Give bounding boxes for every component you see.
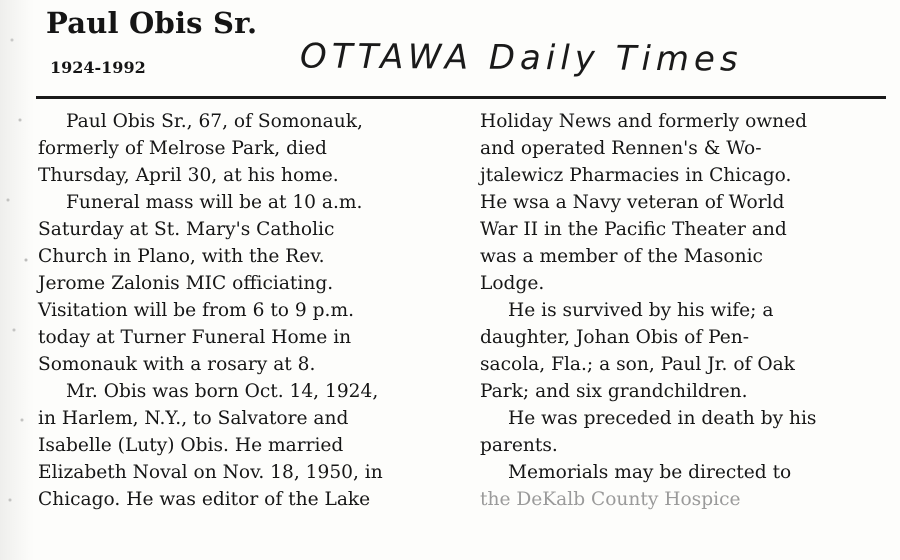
text-line: was a member of the Masonic	[480, 246, 763, 267]
text-line: in Harlem, N.Y., to Salvatore and	[38, 408, 349, 429]
text-line: Elizabeth Noval on Nov. 18, 1950, in	[38, 462, 383, 483]
scan-edge-noise	[0, 0, 34, 560]
text-line: parents.	[480, 435, 558, 456]
text-line: Thursday, April 30, at his home.	[38, 165, 339, 186]
header-rule	[36, 96, 886, 99]
obituary-headline: Paul Obis Sr.	[46, 6, 258, 40]
text-line: He was preceded in death by his	[508, 408, 817, 429]
text-line: Saturday at St. Mary's Catholic	[38, 219, 335, 240]
text-line: He wsa a Navy veteran of World	[480, 192, 785, 213]
text-line: daughter, Johan Obis of Pen-	[480, 327, 750, 348]
text-line: War II in the Pacific Theater and	[480, 219, 787, 240]
text-line: Park; and six grandchildren.	[480, 381, 748, 402]
handwritten-source-note: OTTAWA Daily Times	[299, 36, 743, 80]
text-line: Visitation will be from 6 to 9 p.m.	[38, 300, 354, 321]
text-line: jtalewicz Pharmacies in Chicago.	[480, 165, 792, 186]
text-line: Memorials may be directed to	[508, 462, 792, 483]
text-line: formerly of Melrose Park, died	[38, 138, 327, 159]
text-line: Isabelle (Luty) Obis. He married	[38, 435, 344, 456]
text-line: Somonauk with a rosary at 8.	[38, 354, 316, 375]
text-line: Mr. Obis was born Oct. 14, 1924,	[66, 381, 379, 402]
text-line: Holiday News and formerly owned	[480, 111, 808, 132]
text-line: Funeral mass will be at 10 a.m.	[66, 192, 363, 213]
right-column	[480, 108, 884, 513]
text-line: and operated Rennen's & Wo-	[480, 138, 762, 159]
text-line: He is survived by his wife; a	[508, 300, 774, 321]
text-line: sacola, Fla.; a son, Paul Jr. of Oak	[480, 354, 795, 375]
text-line: today at Turner Funeral Home in	[38, 327, 352, 348]
text-line: Jerome Zalonis MIC officiating.	[38, 273, 334, 294]
text-line: Chicago. He was editor of the Lake	[38, 489, 371, 510]
text-line: Church in Plano, with the Rev.	[38, 246, 325, 267]
left-column	[38, 108, 436, 513]
text-line: Lodge.	[480, 273, 545, 294]
text-line: Paul Obis Sr., 67, of Somonauk,	[66, 111, 363, 132]
text-line-faded: the DeKalb County Hospice	[480, 489, 741, 510]
life-years: 1924-1992	[50, 58, 146, 77]
